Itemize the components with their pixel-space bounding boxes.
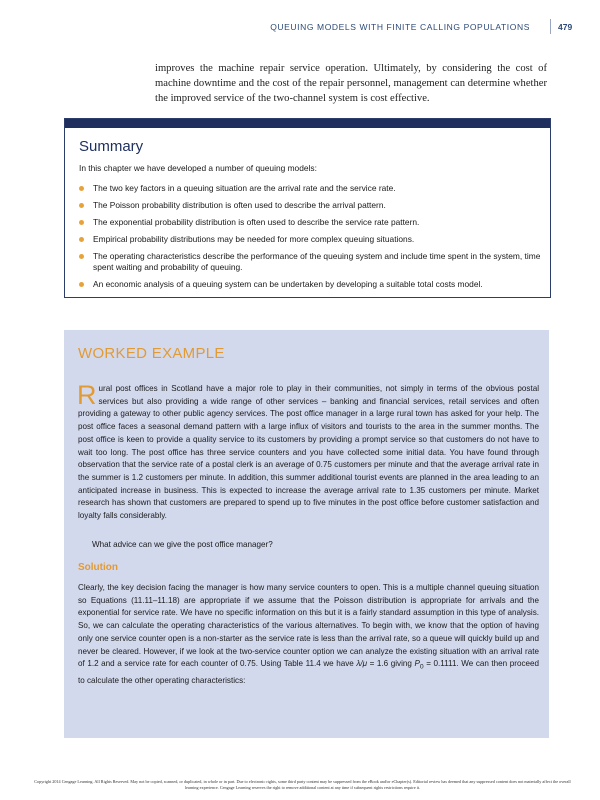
copyright-notice: Copyright 2014 Cengage Learning. All Rights Reserved. May not be copied, scanned, or duplicated, in whole or in part. Due to electronic rights, some third party content may be suppressed from the eBook and/or eChapter(s). Editorial review has deemed that any suppressed content does not materially affect the overall learning experience. Cengage Learning reserves the right to remove additional content at any time if subsequent rights restrictions require it. (34, 779, 571, 790)
p0-subscript: 0 (419, 663, 424, 671)
bullet-dot-icon (79, 220, 84, 225)
summary-list (79, 183, 541, 296)
running-head (0, 22, 600, 38)
bullet-dot-icon (79, 203, 84, 208)
summary-bullet: Empirical probability distributions may be needed for more complex queuing situations. (79, 234, 541, 245)
bullet-dot-icon (79, 282, 84, 287)
summary-box (64, 118, 551, 298)
summary-title: Summary (79, 138, 144, 155)
summary-bullet: The two key factors in a queuing situation are the arrival rate and the service rate. (79, 183, 541, 194)
bullet-dot-icon (79, 237, 84, 242)
intro-paragraph: improves the machine repair service operation. Ultimately, by considering the cost of machine downtime and the cost of the repair personnel, management can determine whether the improved service of the two-channel system is cost effective. (155, 62, 547, 104)
worked-example-question: What advice can we give the post office manager? (92, 540, 273, 549)
header-divider (550, 19, 551, 34)
p0-expression: P (414, 659, 420, 669)
drop-cap: R (77, 380, 97, 410)
summary-bullet: The exponential probability distribution is often used to describe the service rate pattern. (79, 217, 541, 228)
summary-bullet: The Poisson probability distribution is often used to describe the arrival pattern. (79, 200, 541, 211)
solution-body: Clearly, the key decision facing the manager is how many service counters to open. This is a multiple channel queuing situation so Equations (11.11–11.18) are appropriate if we assume that the Poisson distribution is appropriate for arrivals and the exponential for service rate. We have no specific information on this but it is a fairly standard assumption in this type of analysis. So, we can calculate the operating characteristics of the various alternatives. To begin with, we know that the option of having only one service counter open is a non-starter as the service rate is less than the arrival rate, so a queue will quickly build up and never be cleared. However, if we look at the two-service counter option we can analyze the existing situation with an arrival rate of 1.2 and a service rate for each counter of 0.75. Using Table 11.4 we have λ/μ = 1.6 giving $P_0 = 0.1111$. We can then proceed to calculate the other operating characteristics: (78, 583, 540, 685)
running-title: QUEUING MODELS WITH FINITE CALLING POPULATIONS (270, 22, 530, 32)
ratio-expression: λ/μ (356, 659, 368, 669)
summary-bullet: An economic analysis of a queuing system can be undertaken by developing a suitable total costs model. (79, 279, 541, 290)
worked-example-body: Rural post offices in Scotland have a major role to play in their communities, not simply in terms of the obvious postal services but also providing a wide range of other services – banking and financial services, retail services and often providing a gateway to other public agency services. The post office manager in a large rural town has asked for your help. The post office faces a seasonal demand pattern with a large influx of visitors and tourists to the area in the summer months. The post office is keen to provide a quality service to its customers by providing a prompt service so that customers do not have to wait too long. The post office has three service counters and you have collected some initial data. You have found through observation that the service rate of a postal clerk is an average of 0.75 customers per minute and that the average arrival rate in the summer is 1.2 customers per minute. In addition, this summer additional tourist events are planned in the area leading to an anticipated increase in business. This is expected to increase the average arrival rate to 1.35 customers per minute. Market research has shown that customers are prepared to spend up to five minutes in the post office before customer satisfaction and loyalty falls considerably. (77, 380, 539, 521)
bullet-dot-icon (79, 254, 84, 259)
worked-example-box (64, 330, 549, 738)
solution-heading: Solution (78, 562, 118, 573)
summary-top-bar (65, 119, 550, 128)
bullet-dot-icon (79, 186, 84, 191)
worked-example-title: WORKED EXAMPLE (78, 345, 225, 362)
page-number: 479 (558, 22, 573, 32)
summary-bullet: The operating characteristics describe the performance of the queuing system and include time spent in the system, time spent waiting and probability of queuing. (79, 251, 541, 273)
summary-lead: In this chapter we have developed a number of queuing models: (79, 163, 317, 173)
